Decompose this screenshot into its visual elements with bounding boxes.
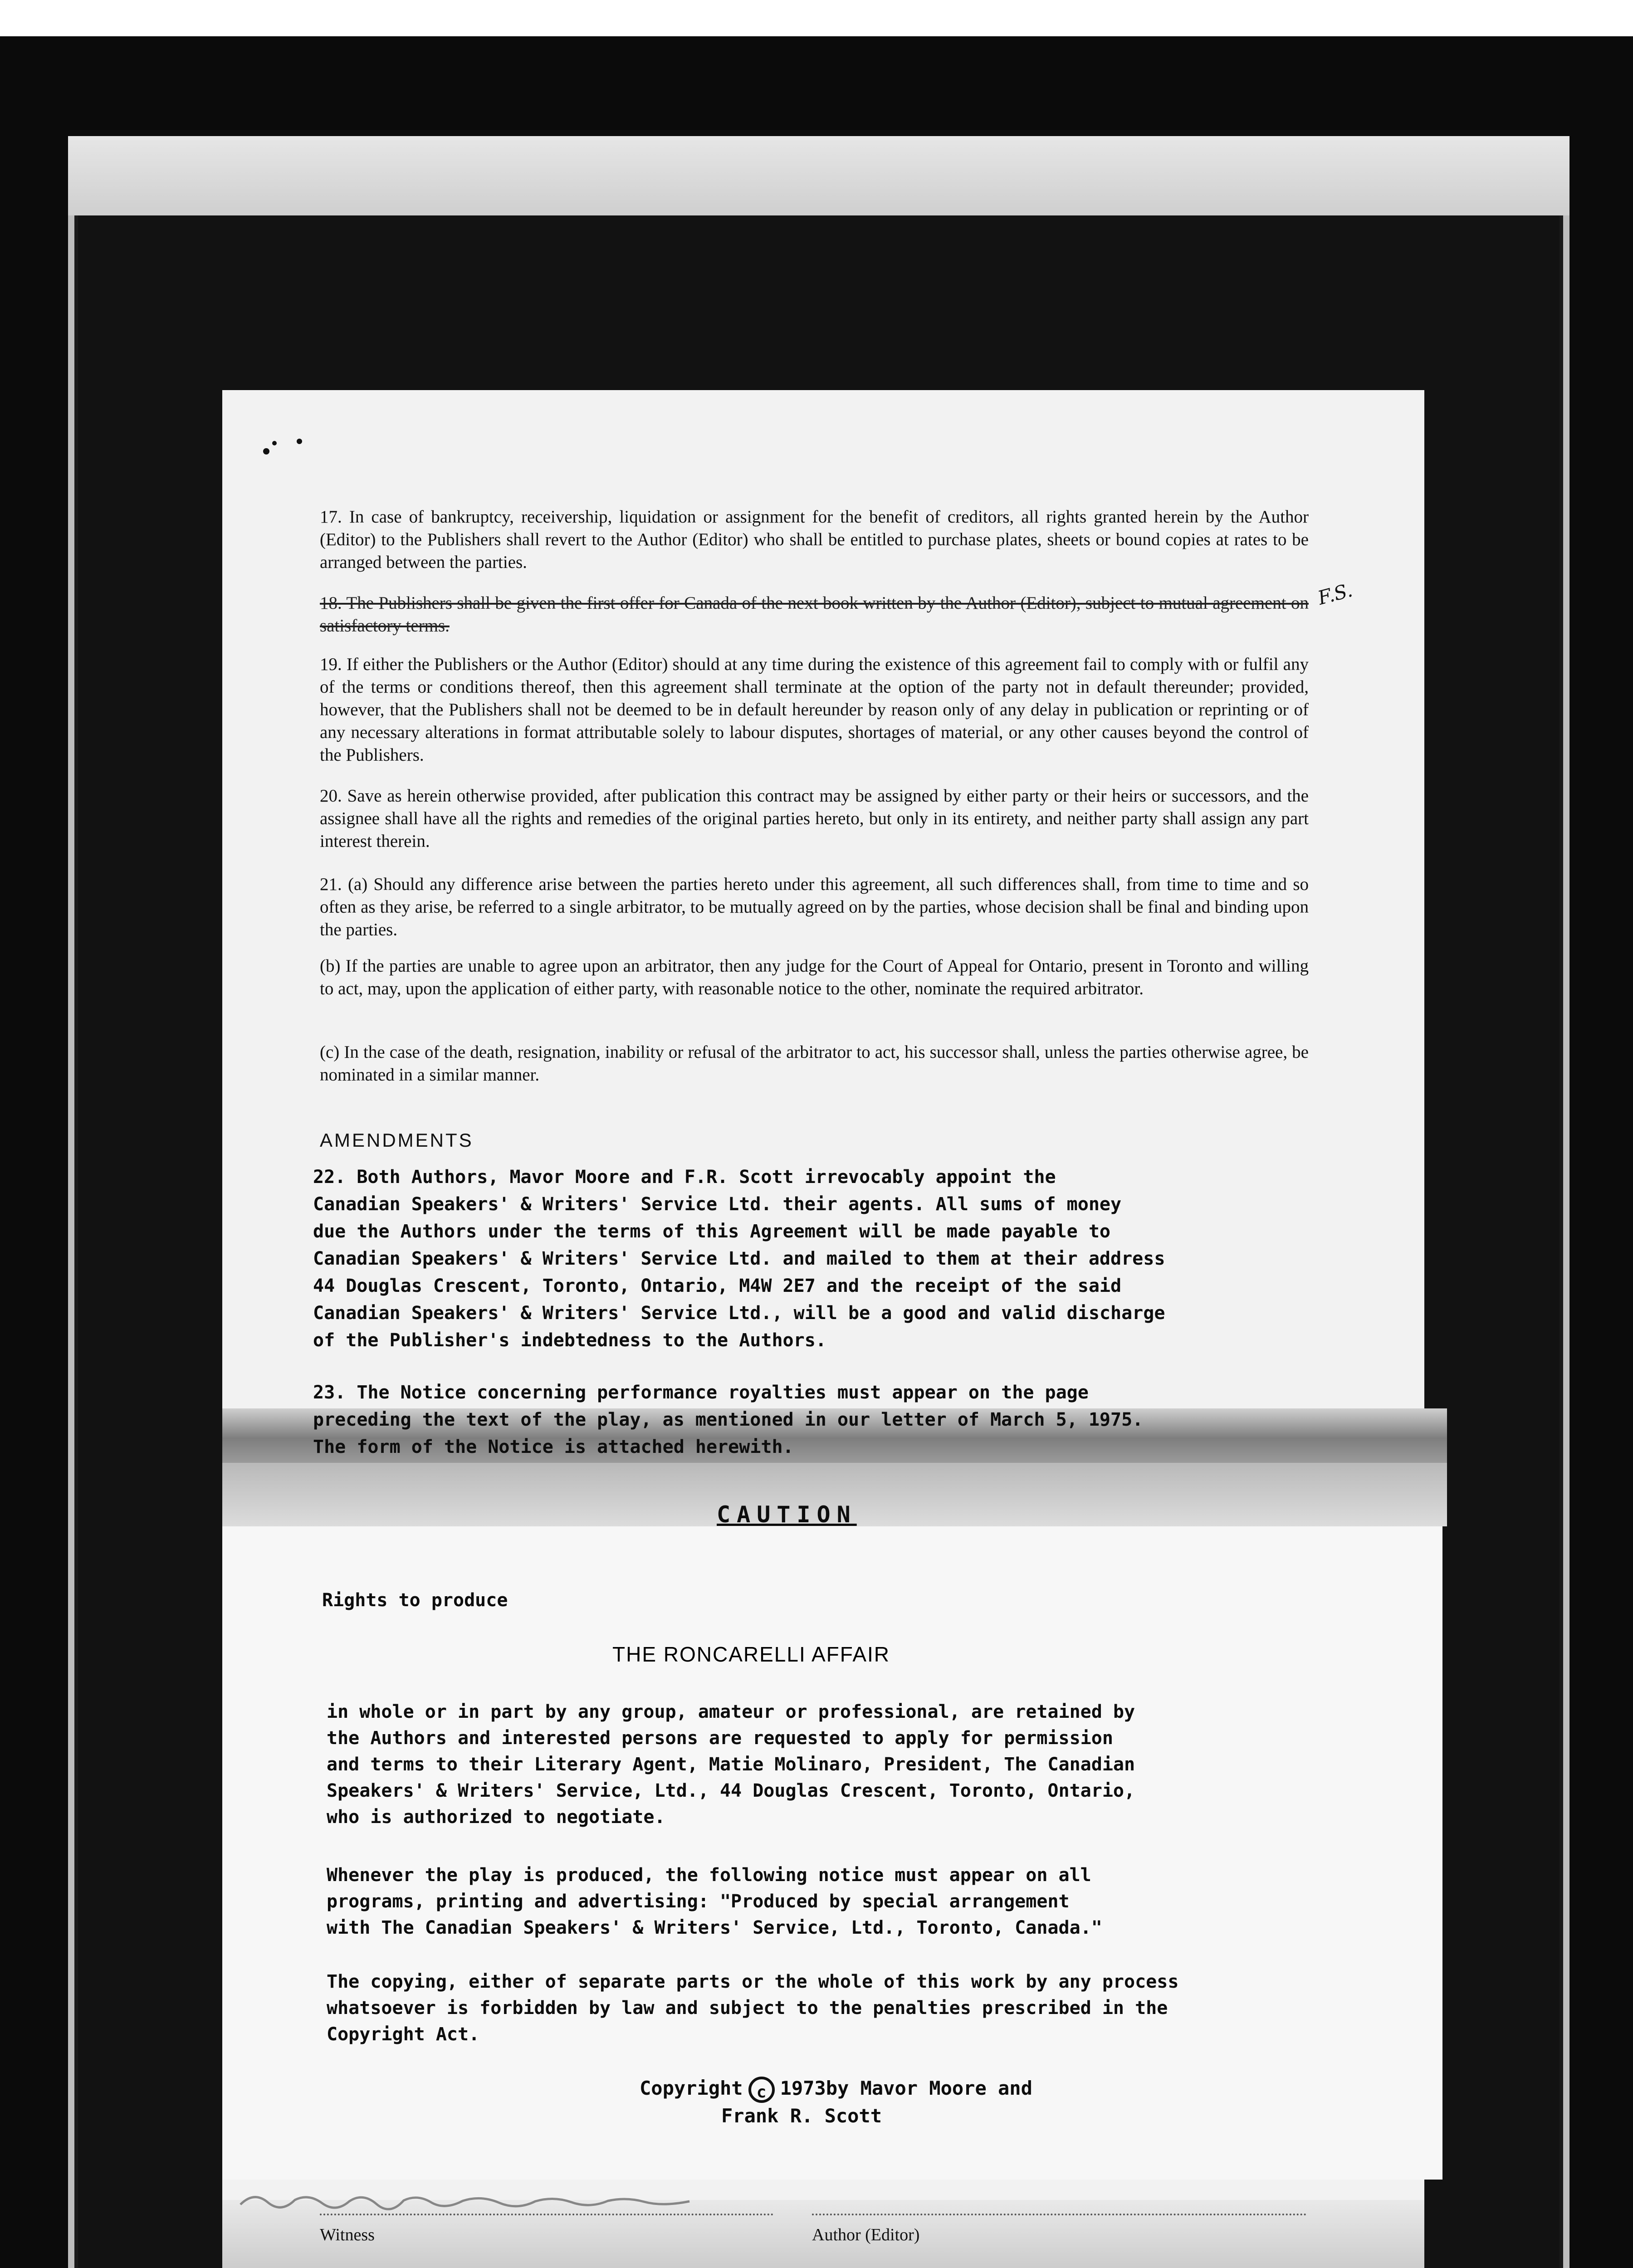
clause-21c: (c) In the case of the death, resignation, inability or refusal of the arbitrator to act, his successor shall, unless the parties otherwise agree, be nominated in a similar manner. xyxy=(320,1042,1309,1085)
copyright-prefix: Copyright xyxy=(640,2077,743,2099)
punch-marks xyxy=(256,433,311,460)
clause-21b: (b) If the parties are unable to agree upon an arbitrator, then any judge for the Court of Appeal for Ontario, present in Toronto and willing to act, may, upon the application of either party, with reasonable notice to the other, nominate the required arbitrator. xyxy=(320,956,1309,998)
author-signature-line xyxy=(812,2214,1306,2215)
frame-top-strip xyxy=(68,136,1569,215)
caution-title: CAUTION xyxy=(717,1501,857,1528)
copyright-rest: 1973by Mavor Moore and xyxy=(780,2077,1032,2099)
rights-line: Rights to produce xyxy=(322,1590,508,1611)
amendment-22: 22. Both Authors, Mavor Moore and F.R. Scott irrevocably appoint the Canadian Speakers' & Writers' Service Ltd. their agents. All sums of money due the Authors under the terms of this Agreement will be made payable to Canadian Speakers' & Writers' Service Ltd. and mailed to them at their address 44 Douglas Crescent, Toronto, Ontario, M4W 2E7 and the receipt of the said Canadian Speakers' & Writers' Service Ltd., will be a good and valid discharge of the Publisher's indebtedness to the Authors. xyxy=(313,1167,1165,1351)
handwritten-initials: F.S. xyxy=(1315,578,1355,610)
clause-20: 20. Save as herein otherwise provided, after publication this contract may be assigned by either party or their heirs or successors, and the assignee shall have all the rights and remedies of the original parties hereto, but only in its entirety, and neither party shall assign any part interest therein. xyxy=(320,786,1309,851)
play-title: THE RONCARELLI AFFAIR xyxy=(612,1642,890,1666)
copyright-line-2: Frank R. Scott xyxy=(721,2104,882,2127)
copyright-notice xyxy=(640,2075,1032,2129)
amendment-23: 23. The Notice concerning performance royalties must appear on the page preceding the text of the play, as mentioned in our letter of March 5, 1975. The form of the Notice is attached herewith. xyxy=(313,1382,1144,1457)
clause-19: 19. If either the Publishers or the Author (Editor) should at any time during the existence of this agreement fail to comply with or fulfil any of the terms or conditions thereof, then this agreement shall terminate at the option of the party not in default thereunder; provided, however, that the Publishers shall not be deemed to be in default hereunder by reason only of any delay in publication or reprinting or of any necessary alterations in format attributable solely to labour disputes, shortages of material, or any other causes beyond the control of the Publishers. xyxy=(320,655,1309,765)
witness-label: Witness xyxy=(320,2225,375,2244)
copyright-icon: c xyxy=(748,2077,775,2103)
clause-17: 17. In case of bankruptcy, receivership, liquidation or assignment for the benefit of creditors, all rights granted herein by the Author (Editor) to the Publishers shall revert to the Author (Editor) who shall be entitled to purchase plates, sheets or bound copies at rates to be arranged between the parties. xyxy=(320,507,1309,572)
amendments-heading: AMENDMENTS xyxy=(320,1129,474,1151)
caution-paragraph-1: in whole or in part by any group, amateur or professional, are retained by the Authors and interested persons are requested to apply for permission and terms to their Literary Agent, Matie Molinaro, President, The Canadian Speakers' & Writers' Service, Ltd., 44 Douglas Crescent, Toronto, Ontario, who is authorized to negotiate. xyxy=(327,1701,1135,1828)
witness-signature-line xyxy=(320,2214,773,2215)
signature-scribble xyxy=(236,2189,735,2211)
clause-18-struck: 18. The Publishers shall be given the first offer for Canada of the next book written by the Author (Editor), subject to mutual agreement on satisfactory terms. xyxy=(320,593,1309,635)
author-label: Author (Editor) xyxy=(812,2225,920,2244)
caution-paragraph-2: Whenever the play is produced, the following notice must appear on all programs, printing and advertising: "Produced by special arrangement with The Canadian Speakers' & Writers' Service, Ltd., Toronto, Canada." xyxy=(327,1865,1102,1938)
clause-21a: 21. (a) Should any difference arise between the parties hereto under this agreement, all such differences shall, from time to time and so often as they arise, be referred to a single arbitrator, to be mutually agreed on by the parties, whose decision shall be final and binding upon the parties. xyxy=(320,875,1309,939)
caution-paragraph-3: The copying, either of separate parts or the whole of this work by any process whatsoever is forbidden by law and subject to the penalties prescribed in the Copyright Act. xyxy=(327,1971,1179,2045)
